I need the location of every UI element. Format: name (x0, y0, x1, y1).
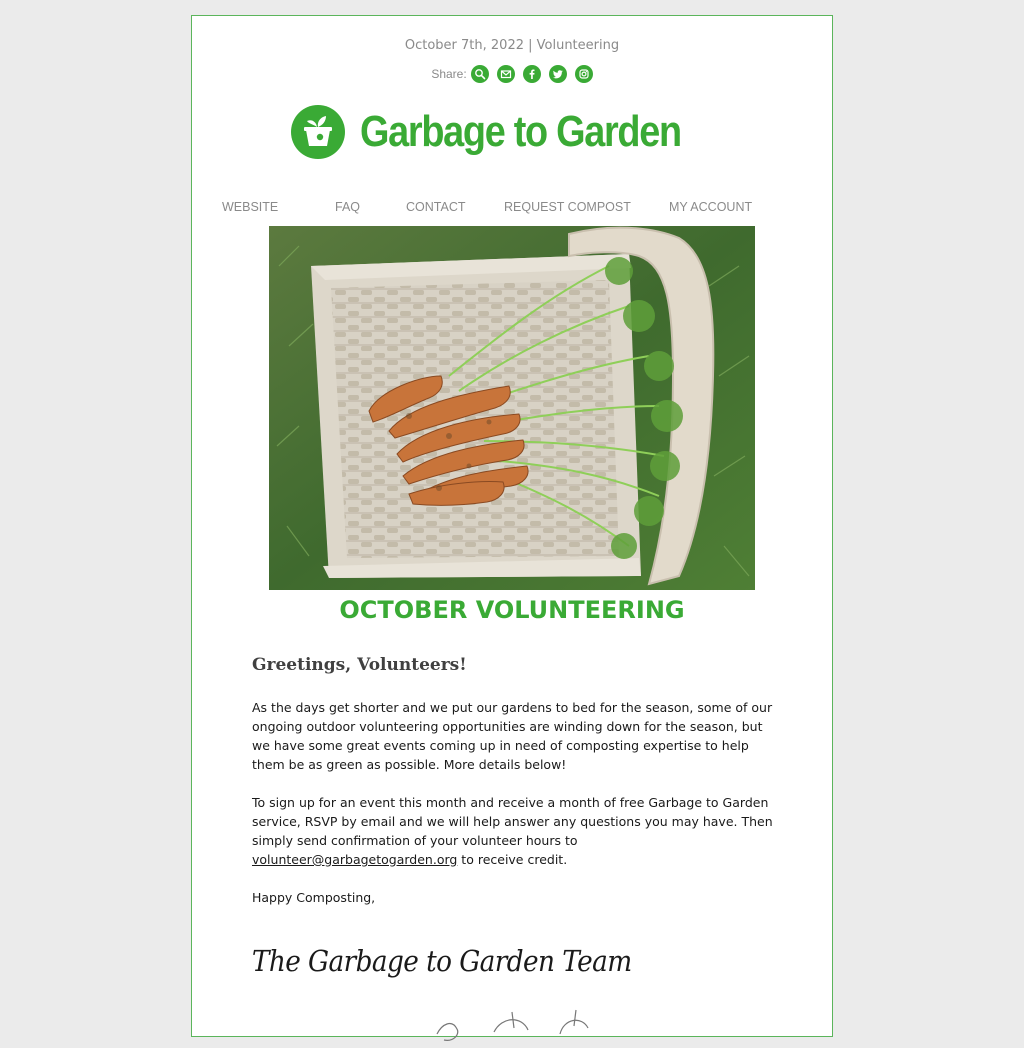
signup-paragraph (252, 793, 782, 869)
share-label: Share: (431, 67, 467, 81)
nav-faq[interactable]: FAQ (335, 200, 361, 214)
email-icon[interactable] (497, 65, 515, 83)
nav-contact[interactable]: CONTACT (406, 200, 466, 214)
closing-line: Happy Composting, (252, 890, 376, 905)
instagram-icon[interactable] (575, 65, 593, 83)
signature-text: The Garbage to Garden Team (251, 943, 632, 979)
nav-my-account[interactable]: MY ACCOUNT (669, 200, 753, 214)
doodle-illustrations (432, 1004, 602, 1048)
brand-logo[interactable] (192, 104, 832, 160)
dateline: October 7th, 2022 | Volunteering (404, 38, 620, 53)
facebook-icon[interactable] (523, 65, 541, 83)
intro-paragraph: As the days get shorter and we put our gardens to bed for the season, some of our ongoing outdoor volunteering opportunities are winding down for the season, but we have some great events coming up in need of composting expertise to help them be as green as possible. More details below! (252, 700, 773, 772)
signature (250, 933, 632, 997)
nav-website[interactable]: WEBSITE (222, 200, 279, 214)
twitter-icon[interactable] (549, 65, 567, 83)
email-container (191, 15, 833, 1037)
greeting-heading: Greetings, Volunteers! (252, 655, 467, 675)
signup-text-end: to receive credit. (457, 852, 568, 867)
newsletter-headline: OCTOBER VOLUNTEERING (339, 596, 685, 624)
signup-text: To sign up for an event this month and receive a month of free Garbage to Garden service, RSVP by email and we will help answer any questions you may have. Then simply send confirmation of your volunteer hours to (252, 795, 773, 848)
logo-text: Garbage to Garden (360, 107, 682, 156)
search-icon[interactable] (471, 65, 489, 83)
volunteer-email-link[interactable]: volunteer@garbagetogarden.org (252, 852, 458, 867)
logo-mark-icon (290, 104, 346, 160)
hero-image (269, 226, 755, 590)
nav-request-compost[interactable]: REQUEST COMPOST (504, 200, 631, 214)
share-bar (192, 65, 832, 83)
